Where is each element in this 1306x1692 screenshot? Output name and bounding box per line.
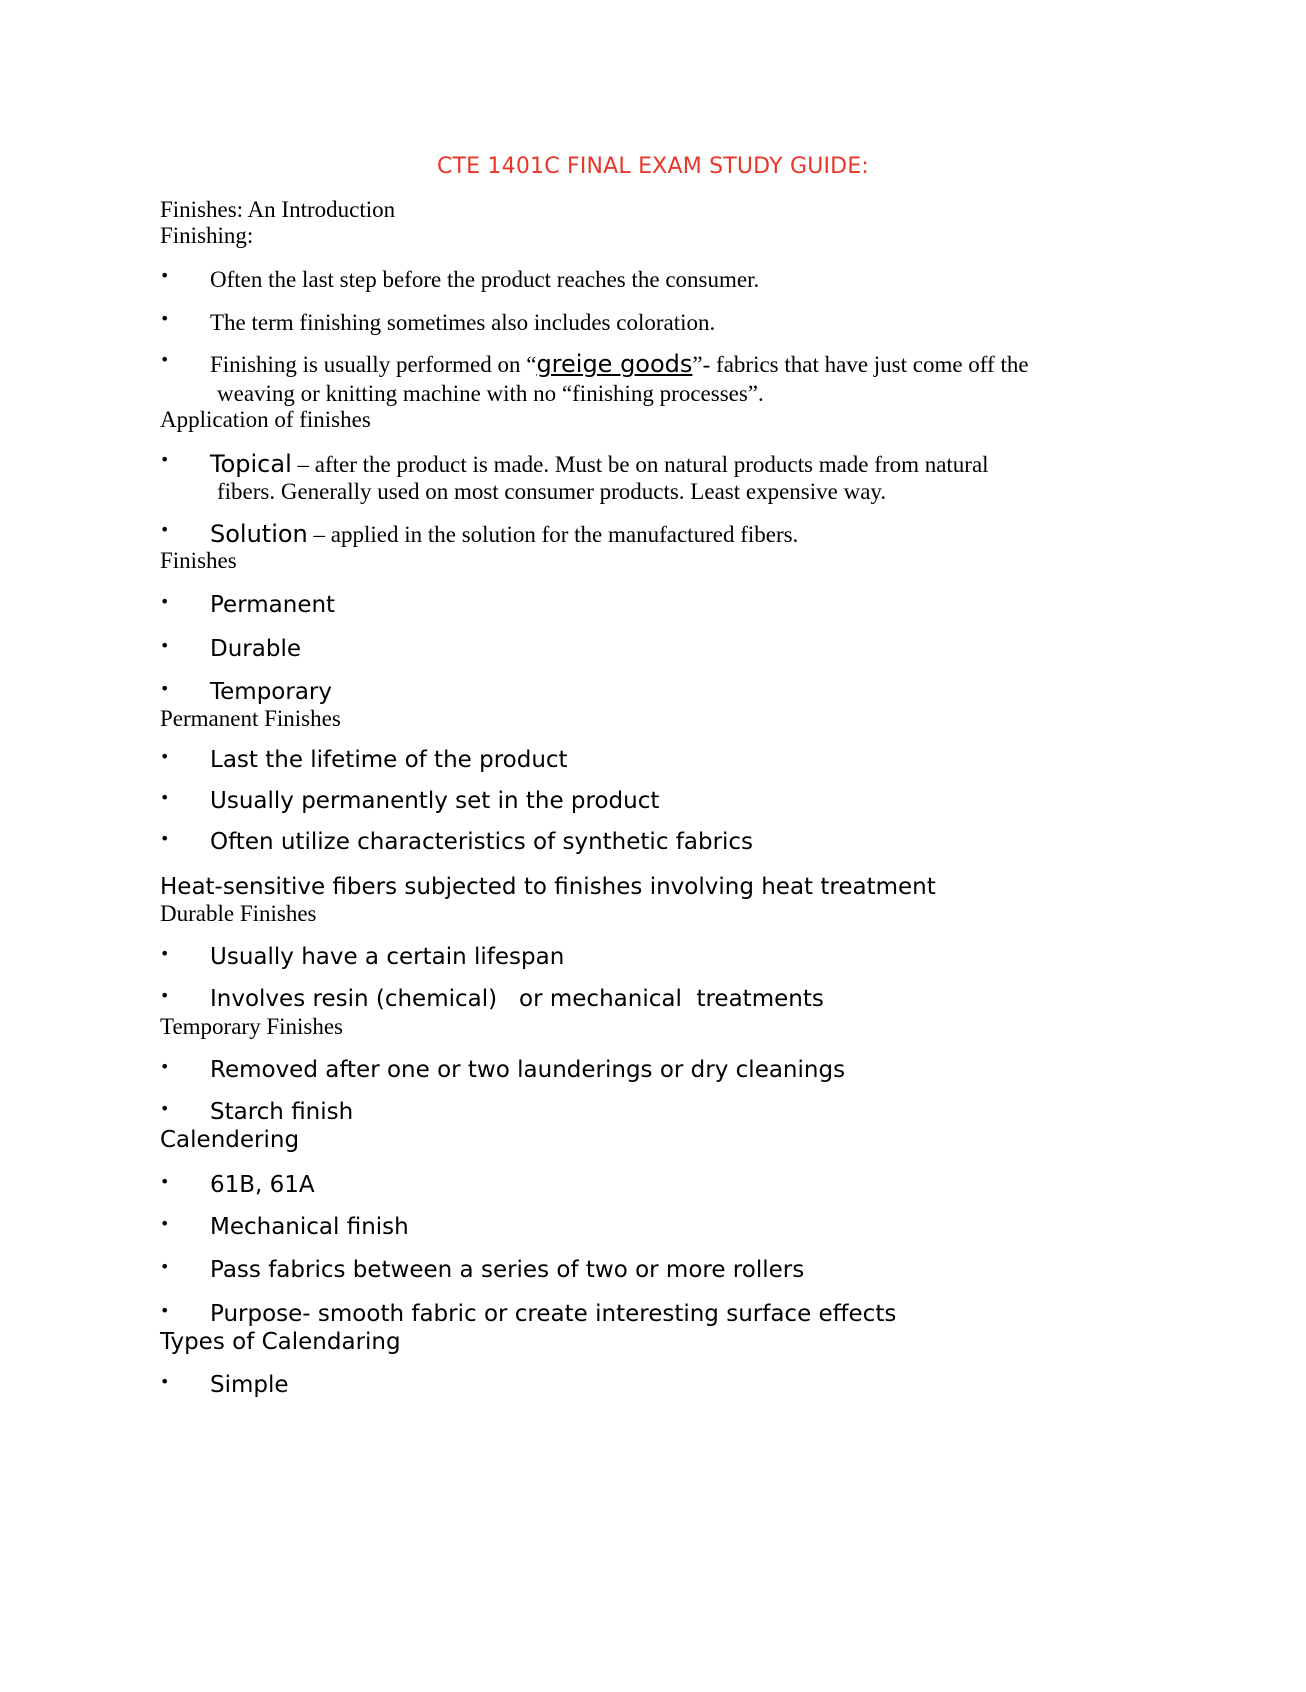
bullet-icon: • [160,1257,170,1276]
bullet-icon: • [160,944,170,963]
list-item-text: Permanent [210,592,336,618]
permanent-note: Heat-sensitive fibers subjected to finishes involving heat treatment [160,874,936,900]
list-item-text [210,352,1029,376]
list-item-text: Durable [210,636,301,662]
section-heading-temporary: Temporary Finishes [160,1014,344,1039]
list-item-text: Last the lifetime of the product [210,747,568,773]
list-item-text: Pass fabrics between a series of two or more rollers [210,1257,805,1283]
bullet-icon: • [160,1372,170,1391]
bullet-icon: • [160,592,170,611]
bullet-icon: • [160,636,170,655]
section-heading-durable: Durable Finishes [160,901,317,926]
section-heading-intro: Finishes: An Introduction [160,197,396,222]
bullet-icon: • [160,747,170,766]
greige-goods-term: greige goods [536,350,693,378]
text-segment: – applied in the solution for the manufactured fibers. [307,522,799,547]
list-item-continuation: fibers. Generally used on most consumer products. Least expensive way. [217,479,887,504]
solution-term: Solution [210,520,308,548]
bullet-icon: • [160,520,170,539]
bullet-icon: • [160,266,170,285]
list-item-text: Purpose- smooth fabric or create interesting surface effects [210,1301,897,1327]
bullet-icon: • [160,679,170,698]
list-item-text: Simple [210,1372,289,1398]
bullet-icon: • [160,1099,170,1118]
list-item-text: Involves resin (chemical) or mechanical treatments [210,986,824,1012]
text-segment: Finishing is usually performed on “ [210,352,537,377]
list-item-continuation: weaving or knitting machine with no “finishing processes”. [217,381,764,406]
section-heading-permanent: Permanent Finishes [160,706,341,731]
section-heading-application: Application of finishes [160,407,371,432]
list-item-text: Starch finish [210,1099,354,1125]
bullet-icon: • [160,450,170,469]
bullet-icon: • [160,986,170,1005]
bullet-icon: • [160,829,170,848]
bullet-icon: • [160,1214,170,1233]
section-heading-types: Types of Calendaring [160,1329,401,1355]
text-segment: ”- fabrics that have just come off the [692,352,1029,377]
list-item-text [210,522,798,546]
bullet-icon: • [160,1172,170,1191]
section-heading-finishes: Finishes [160,548,237,573]
subheading-finishing: Finishing: [160,223,254,248]
bullet-icon: • [160,788,170,807]
list-item-text: The term finishing sometimes also includes coloration. [210,310,716,335]
document-title: CTE 1401C FINAL EXAM STUDY GUIDE: [436,154,870,179]
list-item-text [210,452,989,476]
section-heading-calendering: Calendering [160,1127,300,1153]
list-item-text: Often utilize characteristics of synthetic fabrics [210,829,754,855]
list-item-text: Temporary [210,679,332,705]
bullet-icon: • [160,1057,170,1076]
list-item-text: Usually permanently set in the product [210,788,660,814]
topical-term: Topical [210,450,292,478]
list-item-text: 61B, 61A [210,1172,315,1198]
list-item-text: Often the last step before the product reaches the consumer. [210,267,760,292]
list-item-text: Removed after one or two launderings or dry cleanings [210,1057,846,1083]
bullet-icon: • [160,309,170,328]
list-item-text: Usually have a certain lifespan [210,944,565,970]
text-segment: – after the product is made. Must be on natural products made from natural [291,452,989,477]
list-item-text: Mechanical finish [210,1214,409,1240]
bullet-icon: • [160,350,170,369]
bullet-icon: • [160,1301,170,1320]
